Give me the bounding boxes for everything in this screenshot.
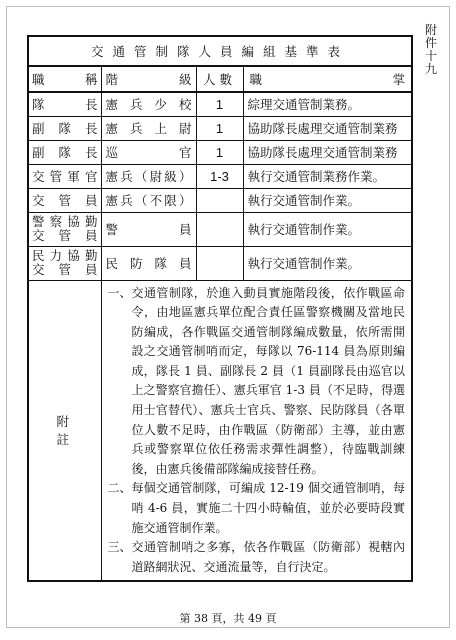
- position-cell: 副隊長: [28, 116, 101, 140]
- table-row: [28, 92, 412, 116]
- header-duty-left: 職: [249, 72, 263, 87]
- table-title: 交通管制隊人員編組基準表: [28, 36, 412, 66]
- count-cell: 1: [196, 92, 243, 116]
- position-cell: 隊長: [28, 92, 101, 116]
- grade-cell: 巡官: [101, 140, 196, 164]
- grade-cell: 警員: [101, 212, 196, 246]
- note-number: 二、: [107, 481, 132, 496]
- position-cell: [28, 212, 101, 246]
- grade-cell: 憲兵上尉: [101, 116, 196, 140]
- count-cell: 1-3: [196, 164, 243, 188]
- table-row: [28, 246, 412, 280]
- note-item: [108, 479, 406, 538]
- grade-cell: 民防隊員: [101, 246, 196, 280]
- grade-cell: 憲兵少校: [101, 92, 196, 116]
- header-grade: 階級: [101, 66, 196, 92]
- duty-cell: 執行交通管制作業。: [243, 188, 412, 212]
- table-row: [28, 212, 412, 246]
- count-cell: 1: [196, 116, 243, 140]
- note-number: 三、: [107, 540, 132, 555]
- duty-cell: 協助隊長處理交通管制業務: [243, 140, 412, 164]
- attachment-label: 附件十九: [424, 23, 437, 76]
- header-position: 職稱: [28, 66, 101, 92]
- count-cell: [196, 246, 243, 280]
- duty-cell: 協助隊長處理交通管制業務: [243, 116, 412, 140]
- notes-row: [28, 280, 412, 581]
- position-line-2: 交管員: [32, 228, 98, 243]
- note-number: 一、: [107, 285, 132, 300]
- table-row: [28, 116, 412, 140]
- note-text: 交通管制隊，於進入動員實施階段後，依作戰區命令，由地區憲兵單位配合責任區警察機關及當地民防編成，各作戰區交通管制隊編成數量，依所需開設之交通管制哨而定，每隊以 76-114 員為原則編成，隊長 1 員、副隊長 2 員（1 員副隊長由巡官以上之警察官擔任）、憲兵軍官 1-3 員（不足時，得選用士官替代）、憲兵士官兵、警察、民防隊員（各單位人數不足時，由作戰區（防衛部）主導，並由憲兵或警察單位依任務需求彈性調整），待臨戰訓練後，由憲兵後備部隊編成接替任務。: [131, 285, 406, 476]
- note-text: 交通管制哨之多寡，依各作戰區（防衛部）視轄內道路網狀況、交通流量等，自行決定。: [131, 540, 406, 574]
- table-header-row: [28, 66, 412, 92]
- table-row: [28, 164, 412, 188]
- position-line-1: 警察協勤: [32, 214, 98, 229]
- count-cell: [196, 188, 243, 212]
- position-cell: [28, 246, 101, 280]
- grade-cell: 憲兵（尉級）: [101, 164, 196, 188]
- duty-cell: 執行交通管制業務作業。: [243, 164, 412, 188]
- notes-cell: [101, 280, 412, 581]
- position-cell: 副隊長: [28, 140, 101, 164]
- duty-cell: 執行交通管制作業。: [243, 212, 412, 246]
- note-item: [108, 538, 406, 577]
- notes-label: 附註: [28, 280, 101, 581]
- header-count: 人數: [196, 66, 243, 92]
- staffing-table: [27, 35, 413, 582]
- note-text: 每個交通管制隊，可編成 12-19 個交通管制哨，每哨 4-6 員，實施二十四小時輪值，並於必要時段實施交通管制作業。: [131, 481, 406, 535]
- position-cell: 交管員: [28, 188, 101, 212]
- count-cell: [196, 212, 243, 246]
- grade-cell: 憲兵（不限）: [101, 188, 196, 212]
- count-cell: 1: [196, 140, 243, 164]
- duty-cell: 執行交通管制作業。: [243, 246, 412, 280]
- page-number: 第 38 頁，共 49 頁: [179, 612, 277, 625]
- header-duty: [243, 66, 412, 92]
- duty-cell: 綜理交通管制業務。: [243, 92, 412, 116]
- table-row: [28, 188, 412, 212]
- table-row: [28, 140, 412, 164]
- position-cell: 交管軍官: [28, 164, 101, 188]
- position-line-1: 民力協勤: [32, 248, 98, 263]
- header-duty-right: 掌: [392, 72, 406, 87]
- position-line-2: 交管員: [32, 262, 98, 277]
- note-item: [108, 284, 406, 480]
